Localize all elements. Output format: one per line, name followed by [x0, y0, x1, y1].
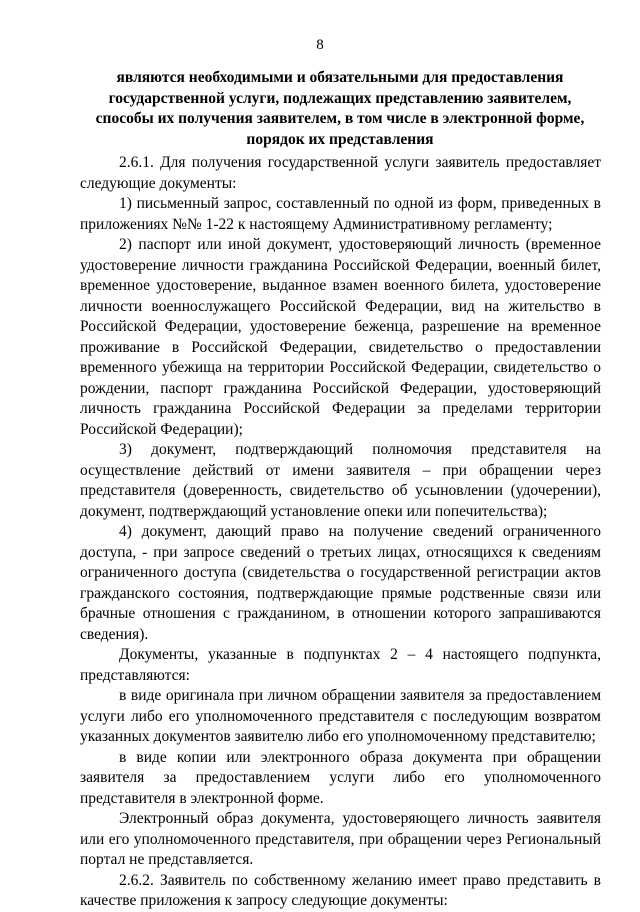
- paragraph-item-3: 3) документ, подтверждающий полномочия представителя на осуществление действий от имени заявителя – при обращении через представителя (доверенность, свидетельство об усыновлении (удочерении), документ, подтверждающий установление опеки или попечительства);: [80, 441, 601, 520]
- paragraph-item-4: 4) документ, дающий право на получение сведений ограниченного доступа, - при запросе сведений о третьих лицах, относящихся к сведениям ограниченного доступа (свидетельства о государственной регистрации актов гражданского состояния, подтверждающие прямые родственные связи или брачные отношения с гражданином, в отношении которого запрашиваются сведения).: [80, 523, 601, 643]
- paragraph-item-1: 1) письменный запрос, составленный по одной из форм, приведенных в приложениях №№ 1-22 к настоящему Административному регламенту;: [80, 195, 601, 233]
- paragraph-electronic-image: Электронный образ документа, удостоверяющего личность заявителя или его уполномоченного представителя, при обращении через Региональный портал не представляется.: [80, 810, 601, 868]
- paragraph-2-6-1: 2.6.1. Для получения государственной услуги заявитель предоставляет следующие документы:: [80, 154, 601, 192]
- section-heading: являются необходимыми и обязательными для предоставления государственной услуги, подлежащих представлению заявителем, способы их получения заявителем, в том числе в электронной форме, порядок их представления: [95, 69, 585, 148]
- paragraph-item-2: 2) паспорт или иной документ, удостоверяющий личность (временное удостоверение личности гражданина Российской Федерации, военный билет, временное удостоверение, выданное взамен военного билета, удостоверение личности военнослужащего Российской Федерации, вид на жительство в Российской Федерации, удостоверение беженца, разрешение на временное проживание в Российской Федерации, свидетельство о предоставлении временного убежища на территории Российской Федерации, свидетельство о рождении, паспорт гражданина Российской Федерации, удостоверяющий личность гражданина Российской Федерации за пределами территории Российской Федерации);: [80, 236, 601, 438]
- page-number: 8: [316, 37, 324, 53]
- document-body: [80, 153, 601, 912]
- paragraph-documents-presented: Документы, указанные в подпунктах 2 – 4 настоящего подпункта, представляются:: [80, 646, 601, 684]
- paragraph-2-6-2: 2.6.2. Заявитель по собственному желанию имеет право представить в качестве приложения к запросу следующие документы:: [80, 871, 601, 909]
- paragraph-original-form: в виде оригинала при личном обращении заявителя за предоставлением услуги либо его уполномоченного представителя с последующим возвратом указанных документов заявителю либо его уполномоченному представителю;: [80, 687, 601, 745]
- paragraph-copy-form: в виде копии или электронного образа документа при обращении заявителя за предоставлением услуги либо его уполномоченного представителя в электронной форме.: [80, 748, 601, 807]
